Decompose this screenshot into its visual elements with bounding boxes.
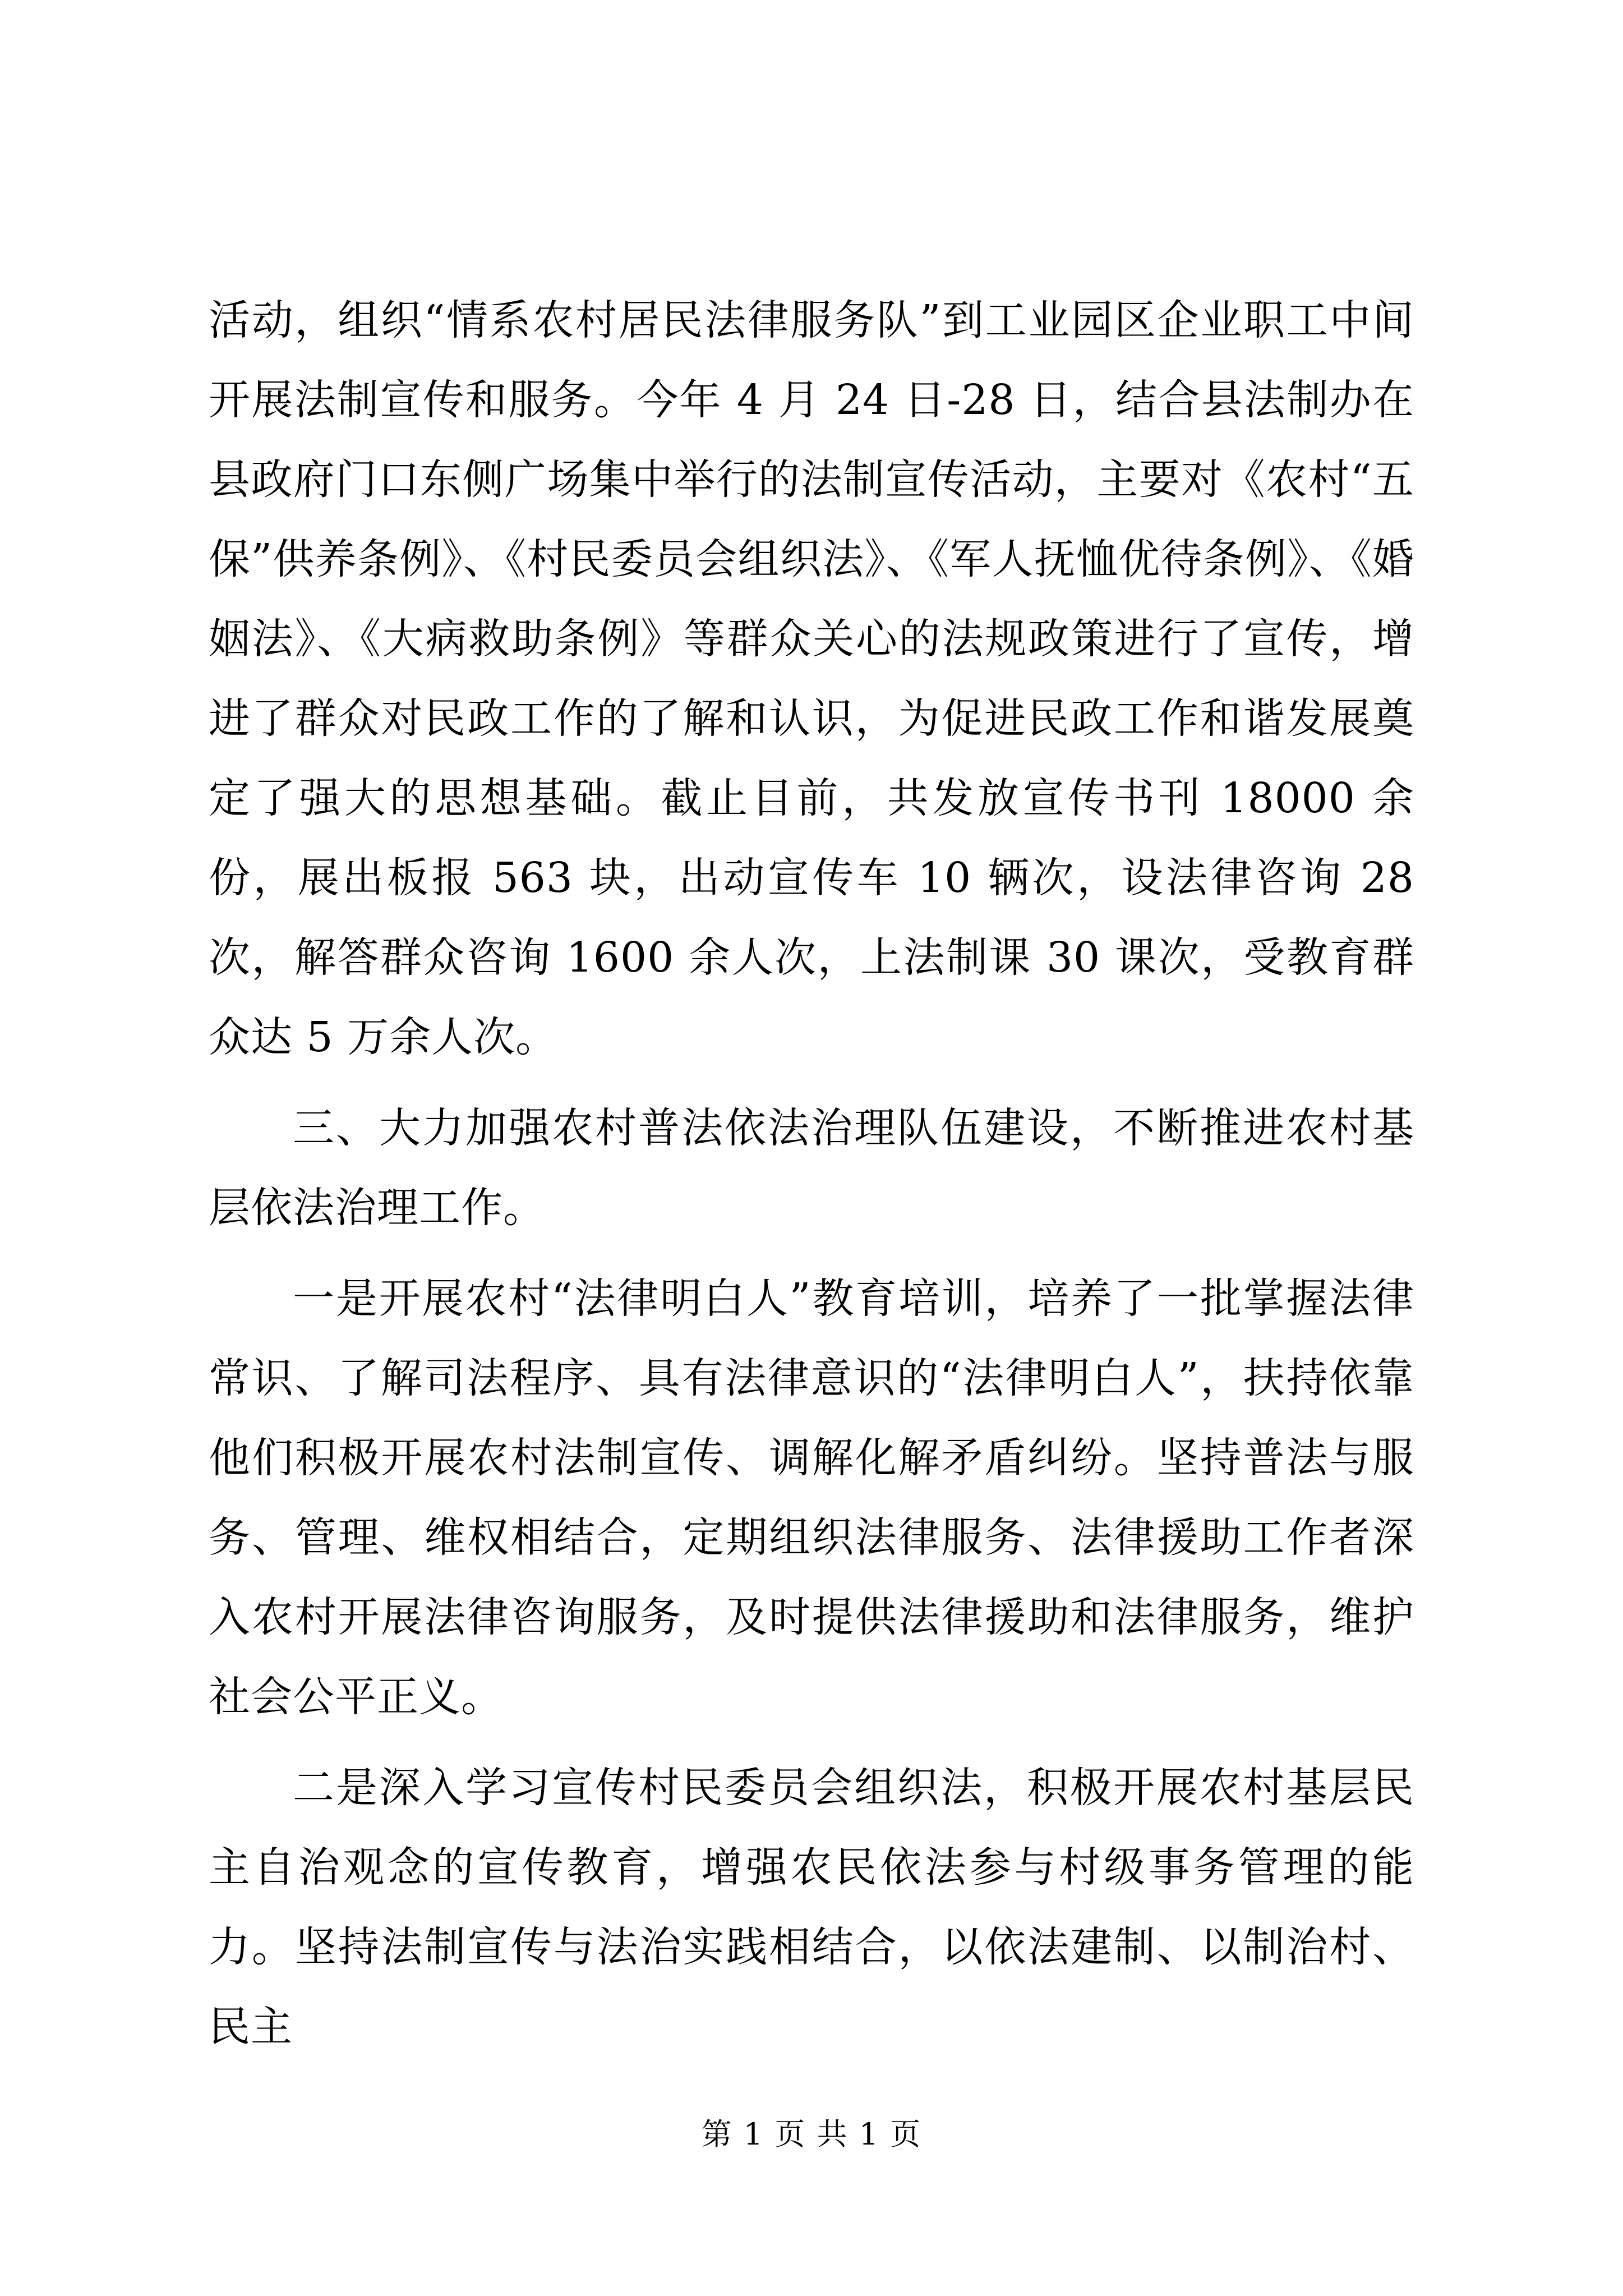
document-body: [209, 280, 1414, 2067]
paragraph-point-one: 一是开展农村“法律明白人”教育培训，培养了一批掌握法律常识、了解司法程序、具有法律意识的“法律明白人”，扶持依靠他们积极开展农村法制宣传、调解化解矛盾纠纷。坚持普法与服务、管理、维权相结合，定期组织法律服务、法律援助工作者深入农村开展法律咨询服务，及时提供法律援助和法律服务，维护社会公平正义。: [209, 1274, 1414, 1721]
paragraph-continuation: 活动，组织“情系农村居民法律服务队”到工业园区企业职工中间开展法制宣传和服务。今年 4 月 24 日-28 日，结合县法制办在县政府门口东侧广场集中举行的法制宣传活动，主要对《农村“五保”供养条例》、《村民委员会组织法》、《军人抚恤优待条例》、《婚姻法》、《大病救助条例》等群众关心的法规政策进行了宣传，增进了群众对民政工作的了解和认识，为促进民政工作和谐发展奠定了强大的思想基础。截止目前，共发放宣传书刊 18000 余份，展出板报 563 块，出动宣传车 10 辆次，设法律咨询 28 次，解答群众咨询 1600 余人次，上法制课 30 课次，受教育群众达 5 万余人次。: [209, 296, 1414, 1061]
page-footer: 第 1 页 共 1 页: [701, 2116, 922, 2152]
section-heading-three: 三、大力加强农村普法依法治理队伍建设，不断推进农村基层依法治理工作。: [209, 1104, 1414, 1232]
paragraph-point-two: 二是深入学习宣传村民委员会组织法，积极开展农村基层民主自治观念的宣传教育，增强农民依法参与村级事务管理的能力。坚持法制宣传与法治实践相结合，以依法建制、以制治村、民主: [209, 1764, 1414, 2051]
